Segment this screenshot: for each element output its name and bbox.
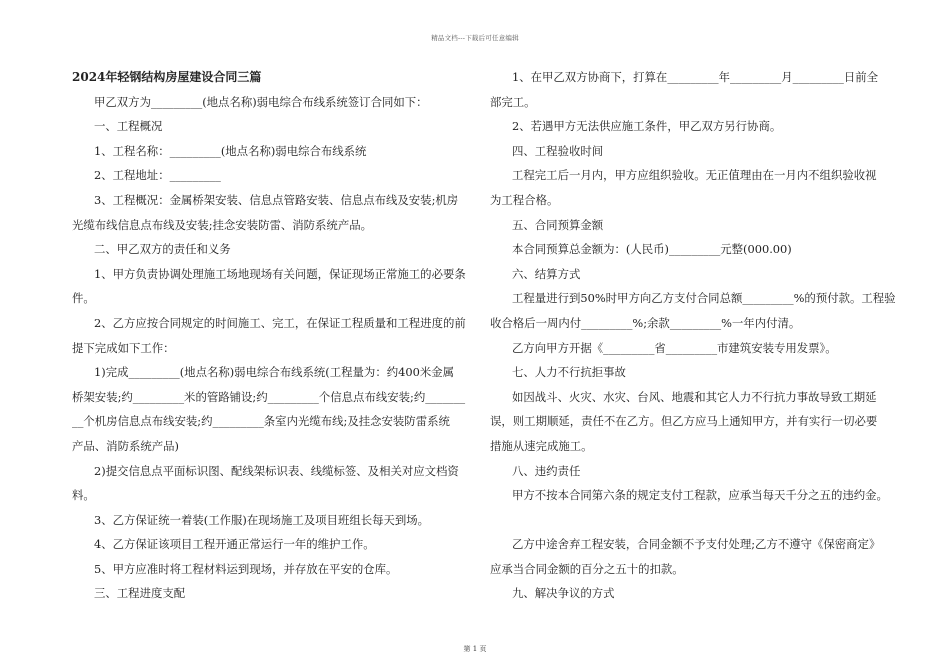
right-column	[490, 65, 896, 606]
paragraph-line: 桥架安装;约_________米的管路铺设;约_________个信息点布线安装;约_______	[72, 389, 466, 404]
section-heading: 九、解决争议的方式	[512, 586, 615, 601]
section-heading: 三、工程进度支配	[94, 586, 186, 601]
paragraph-line: 料。	[72, 488, 95, 503]
left-column	[72, 65, 467, 606]
paragraph-line: 1、在甲乙双方协商下，打算在_________年_________月_________日前全	[512, 70, 879, 84]
section-heading: 八、违约责任	[512, 463, 581, 478]
paragraph-line: 件。	[72, 291, 95, 306]
paragraph-line: 甲乙双方为_________(地点名称)弱电综合布线系统签订合同如下：	[94, 94, 428, 109]
paragraph-line: 部完工。	[490, 94, 536, 109]
paragraph-line: 3、工程概况：金属桥架安装、信息点管路安装、信息点布线及安装;机房	[94, 192, 459, 207]
paragraph-line: 误，则工期顺延，责任不在乙方。但乙方应马上通知甲方，并有实行一切必要	[490, 414, 878, 429]
paragraph-line: 1、甲方负责协调处理施工场地现场有关问题，保证现场正常施工的必要条	[94, 266, 466, 281]
paragraph-line: 工程量进行到50%时甲方向乙方支付合同总额_________%的预付款。工程验	[512, 291, 896, 306]
paragraph-line: 1)完成_________(地点名称)弱电综合布线系统(工程量为：约400米金属	[94, 365, 455, 380]
paragraph-line: 2、乙方应按合同规定的时间施工、完工，在保证工程质量和工程进度的前	[94, 315, 466, 330]
section-heading: 七、人力不行抗拒事故	[512, 365, 626, 380]
section-heading: 六、结算方式	[512, 266, 581, 281]
paragraph-line: 工程完工后一月内，甲方应组织验收。无正值理由在一月内不组织验收视	[512, 168, 877, 183]
page-number: 第 1 页	[463, 645, 487, 653]
document-title: 2024年轻钢结构房屋建设合同三篇	[72, 70, 262, 84]
section-heading: 四、工程验收时间	[512, 143, 604, 158]
paragraph-line: 2)提交信息点平面标识图、配线架标识表、线缆标签、及相关对应文档资	[94, 463, 459, 478]
paragraph-line: 5、甲方应准时将工程材料运到现场，并存放在平安的仓库。	[94, 561, 398, 576]
blank-line	[490, 508, 890, 533]
paragraph-line: 甲方不按本合同第六条的规定支付工程款，应承当每天千分之五的违约金。	[512, 488, 888, 503]
section-heading: 五、合同预算金额	[512, 217, 604, 232]
paragraph-line: 产品、消防系统产品)	[72, 438, 179, 453]
paragraph-line: 收合格后一周内付_________%;余款_________%一年内付清。	[490, 315, 801, 330]
paragraph-line: 措施从速完成施工。	[490, 438, 593, 453]
paragraph-line: 乙方向甲方开据《_________省_________市建筑安装专用发票》。	[512, 340, 837, 355]
paragraph-line: 3、乙方保证统一着装(工作服)在现场施工及项目班组长每天到场。	[94, 512, 430, 527]
page-header: 精品文档---下载后可任意编辑	[431, 34, 519, 42]
paragraph-line: 光缆布线信息点布线及安装;挂念安装防雷、消防系统产品。	[72, 217, 372, 232]
paragraph-line: 提下完成如下工作：	[72, 340, 175, 355]
paragraph-line: 2、若遇甲方无法供应施工条件，甲乙双方另行协商。	[512, 119, 782, 134]
paragraph-line: 本合同预算总金额为：(人民币)_________元整(000.00)	[512, 242, 792, 257]
paragraph-line: 4、乙方保证该项目工程开通正常运行一年的维护工作。	[94, 537, 375, 552]
paragraph-line: __个机房信息点布线安装;约_________条室内光缆布线;及挂念安装防雷系统	[72, 414, 450, 429]
paragraph-line: 为工程合格。	[490, 192, 559, 207]
paragraph-line: 应承当合同金额的百分之五十的扣款。	[490, 561, 684, 576]
paragraph-line: 1、工程名称：_________(地点名称)弱电综合布线系统	[94, 143, 367, 158]
paragraph-line: 2、工程地址：_________	[94, 168, 221, 183]
paragraph-line: 如因战斗、火灾、水灾、台风、地震和其它人力不行抗力事故导致工期延	[512, 389, 877, 404]
section-heading: 二、甲乙双方的责任和义务	[94, 242, 231, 257]
section-heading: 一、工程概况	[94, 119, 163, 134]
paragraph-line: 乙方中途舍弃工程安装，合同金额不予支付处理;乙方不遵守《保密商定》	[512, 537, 881, 552]
